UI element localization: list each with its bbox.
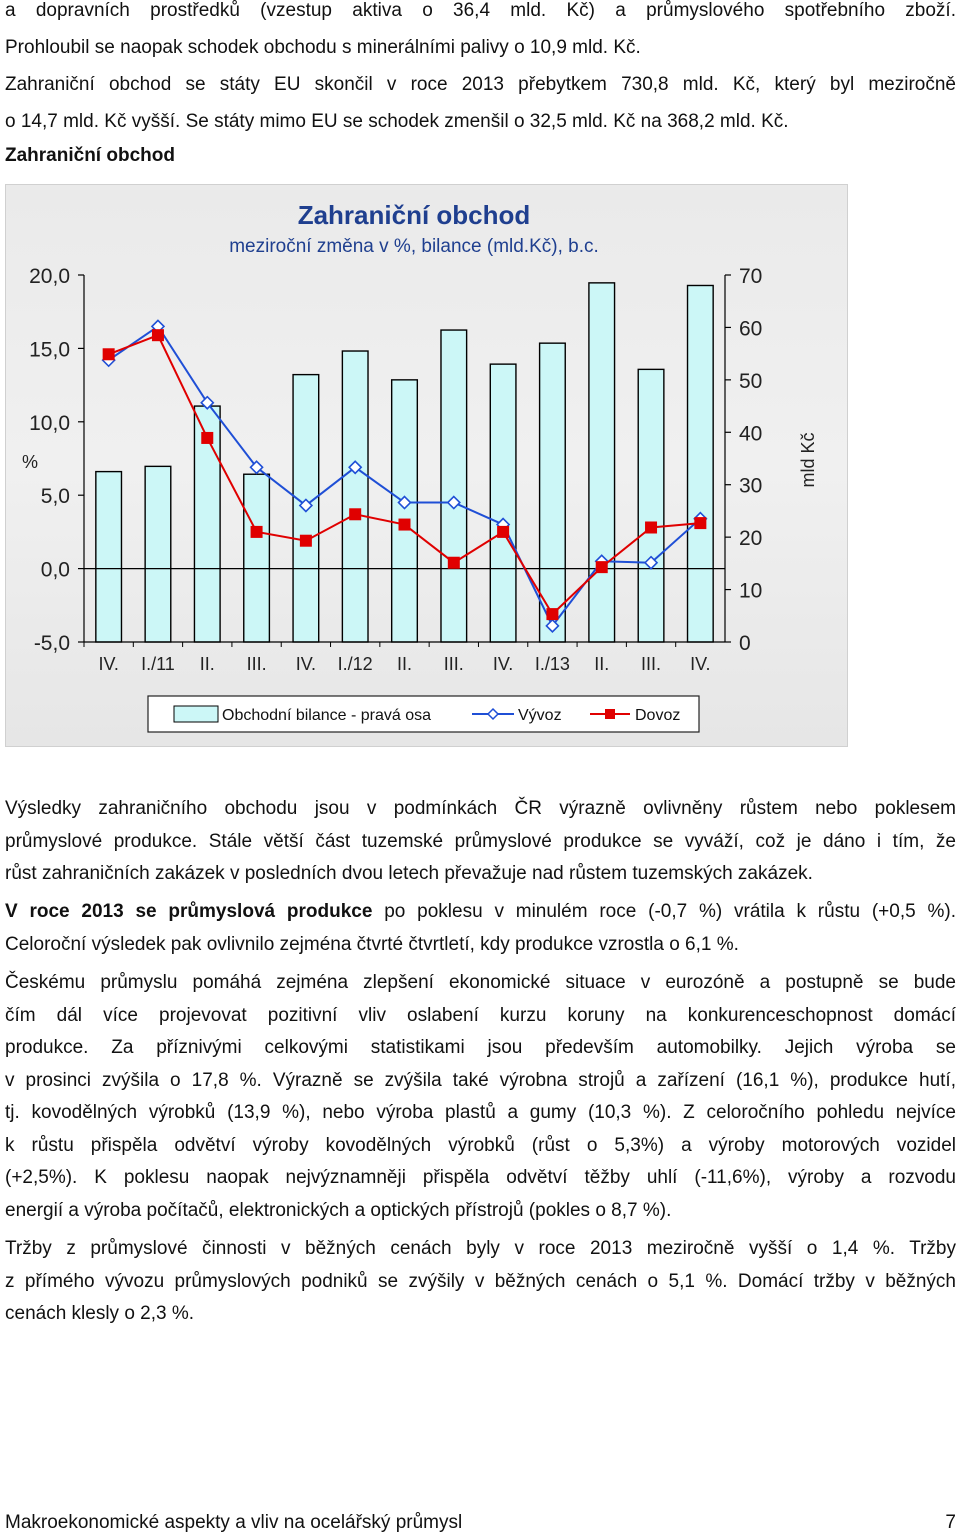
body-line: Českému průmyslu pomáhá zejména zlepšení ekonomické situace v eurozóně a postupně se bude — [5, 972, 956, 993]
dovoz-point — [596, 561, 608, 573]
dovoz-point — [152, 329, 164, 341]
x-tick-label: IV. — [98, 654, 119, 674]
bar-bilance — [342, 351, 368, 642]
body-line: cenách klesly o 2,3 %. — [5, 1303, 195, 1324]
bar-bilance — [490, 364, 516, 642]
dovoz-point — [103, 348, 115, 360]
body-line: produkce. Za příznivými celkovými statistikami jsou především automobilky. Jejich výroba se — [5, 1037, 956, 1058]
right-tick-label: 30 — [739, 474, 763, 498]
bar-bilance — [589, 283, 615, 642]
intro-line: Zahraniční obchod se státy EU skončil v roce 2013 přebytkem 730,8 mld. Kč, který byl meziročně — [5, 74, 956, 95]
right-tick-label: 50 — [739, 369, 763, 393]
body-paragraph-3 — [5, 967, 956, 1227]
left-tick-label: 0,0 — [40, 558, 70, 582]
legend-bar-swatch — [174, 706, 218, 722]
chart-svg — [6, 185, 847, 746]
body-line: k růstu přispěla odvětví výroby kovodělných výrobků (růst o 5,3%) a výroby motorových vozidel — [5, 1134, 956, 1156]
body-paragraph-4 — [5, 1233, 956, 1331]
body-paragraph-1 — [5, 793, 956, 891]
bar-bilance — [96, 472, 122, 642]
dovoz-point — [349, 508, 361, 520]
bar-bilance — [145, 466, 171, 642]
legend-dovoz-marker — [605, 709, 615, 719]
body-line — [5, 896, 956, 929]
y2-axis-label: mld Kč — [798, 432, 818, 488]
dovoz-point — [546, 608, 558, 620]
body-line: (+2,5%). K poklesu naopak nejvýznamněji přispěla odvětví těžby uhlí (-11,6%), výroby a rozvodu — [5, 1167, 956, 1188]
intro-paragraph — [5, 0, 956, 140]
dovoz-point — [448, 557, 460, 569]
body-text: po poklesu v minulém roce (-0,7 %) vrátila k růstu (+0,5 %). — [372, 901, 956, 922]
x-tick-label: II. — [594, 654, 610, 674]
body-line: v prosinci zvýšila o 17,8 %. Výrazně se zvýšila také výrobna strojů a zařízení (16,1 %), produkce hutí, — [5, 1069, 956, 1091]
body-paragraph-2 — [5, 896, 956, 961]
right-tick-label: 60 — [739, 317, 763, 341]
dovoz-point — [645, 521, 657, 533]
chart — [5, 184, 848, 747]
footer-page-number: 7 — [945, 1512, 956, 1533]
legend-label-vyvoz: Vývoz — [518, 707, 562, 724]
intro-line: Prohloubil se naopak schodek obchodu s minerálními palivy o 10,9 mld. Kč. — [5, 37, 641, 58]
body-line: růst zahraničních zakázek v posledních dvou letech převažuje nad růstem tuzemských zakázek. — [5, 863, 813, 884]
x-tick-label: III. — [443, 654, 464, 674]
emphasis-text: V roce 2013 se průmyslová produkce — [5, 901, 373, 922]
y-axis-label: % — [22, 452, 39, 472]
right-tick-label: 0 — [739, 632, 751, 655]
x-tick-label: I./13 — [534, 654, 570, 674]
x-tick-label: II. — [199, 654, 215, 674]
left-tick-label: 15,0 — [29, 338, 70, 362]
left-tick-label: 10,0 — [29, 411, 70, 435]
intro-line: a dopravních prostředků (vzestup aktiva o 36,4 mld. Kč) a průmyslového spotřebního zboží. — [5, 0, 956, 21]
dovoz-point — [251, 526, 263, 538]
x-tick-label: IV. — [690, 654, 711, 674]
legend-label-dovoz: Dovoz — [635, 707, 681, 724]
right-tick-label: 40 — [739, 422, 763, 446]
body-line: průmyslové produkce. Stále větší část tuzemské průmyslové produkce se vyváží, což je dáno i tím, že — [5, 830, 956, 852]
bar-bilance — [392, 380, 418, 642]
x-tick-label: III. — [246, 654, 267, 674]
right-tick-label: 70 — [739, 265, 763, 288]
chart-title: Zahraniční obchod — [297, 200, 531, 230]
x-tick-label: III. — [641, 654, 662, 674]
bar-bilance — [638, 369, 664, 642]
body-line: Výsledky zahraničního obchodu jsou v podmínkách ČR výrazně ovlivněny růstem nebo poklesem — [5, 798, 956, 819]
dovoz-point — [497, 526, 509, 538]
x-tick-label: IV. — [295, 654, 317, 674]
intro-line: o 14,7 mld. Kč vyšší. Se státy mimo EU se schodek zmenšil o 32,5 mld. Kč na 368,2 mld. Kč. — [5, 111, 789, 132]
body-line: tj. kovodělných výrobků (13,9 %), nebo výroba plastů a gumy (10,3 %). Z celoročního pohledu nejvíce — [5, 1102, 956, 1123]
body-line: energií a výroba počítačů, elektronických a optických přístrojů (pokles o 8,7 %). — [5, 1199, 672, 1221]
chart-subtitle: meziroční změna v %, bilance (mld.Kč), b.c. — [229, 236, 599, 257]
bar-bilance — [441, 330, 467, 642]
bar-bilance — [540, 343, 566, 642]
body-line: čím dál více projevovat pozitivní vliv oslabení kurzu koruny na konkurenceschopnost domácí — [5, 1004, 956, 1026]
body-line: Celoroční výsledek pak ovlivnilo zejména čtvrté čtvrtletí, kdy produkce vzrostla o 6,1 %. — [5, 933, 739, 955]
left-tick-label: 20,0 — [29, 265, 70, 288]
dovoz-point — [300, 535, 312, 547]
left-tick-label: 5,0 — [40, 485, 70, 509]
footer-title: Makroekonomické aspekty a vliv na ocelářský průmysl — [5, 1512, 463, 1533]
legend-label-bilance: Obchodní bilance - pravá osa — [222, 707, 432, 724]
section-heading: Zahraniční obchod — [5, 145, 175, 166]
x-tick-label: II. — [396, 654, 413, 674]
bar-bilance — [244, 474, 270, 642]
right-tick-label: 20 — [739, 527, 763, 551]
body-line: z přímého vývozu průmyslových podniků se zvýšily v běžných cenách o 5,1 %. Domácí tržby v běžných — [5, 1270, 956, 1292]
dovoz-point — [694, 517, 706, 529]
x-tick-label: I./11 — [141, 654, 175, 674]
right-tick-label: 10 — [739, 579, 763, 603]
dovoz-point — [201, 432, 213, 444]
x-tick-label: IV. — [492, 654, 514, 674]
body-line: Tržby z průmyslové činnosti v běžných cenách byly v roce 2013 meziročně vyšší o 1,4 %. Tržby — [5, 1238, 956, 1259]
left-tick-label: -5,0 — [33, 632, 70, 655]
bar-bilance — [688, 285, 714, 642]
dovoz-point — [399, 519, 411, 531]
legend — [148, 696, 699, 732]
x-tick-label: I./12 — [337, 654, 373, 674]
